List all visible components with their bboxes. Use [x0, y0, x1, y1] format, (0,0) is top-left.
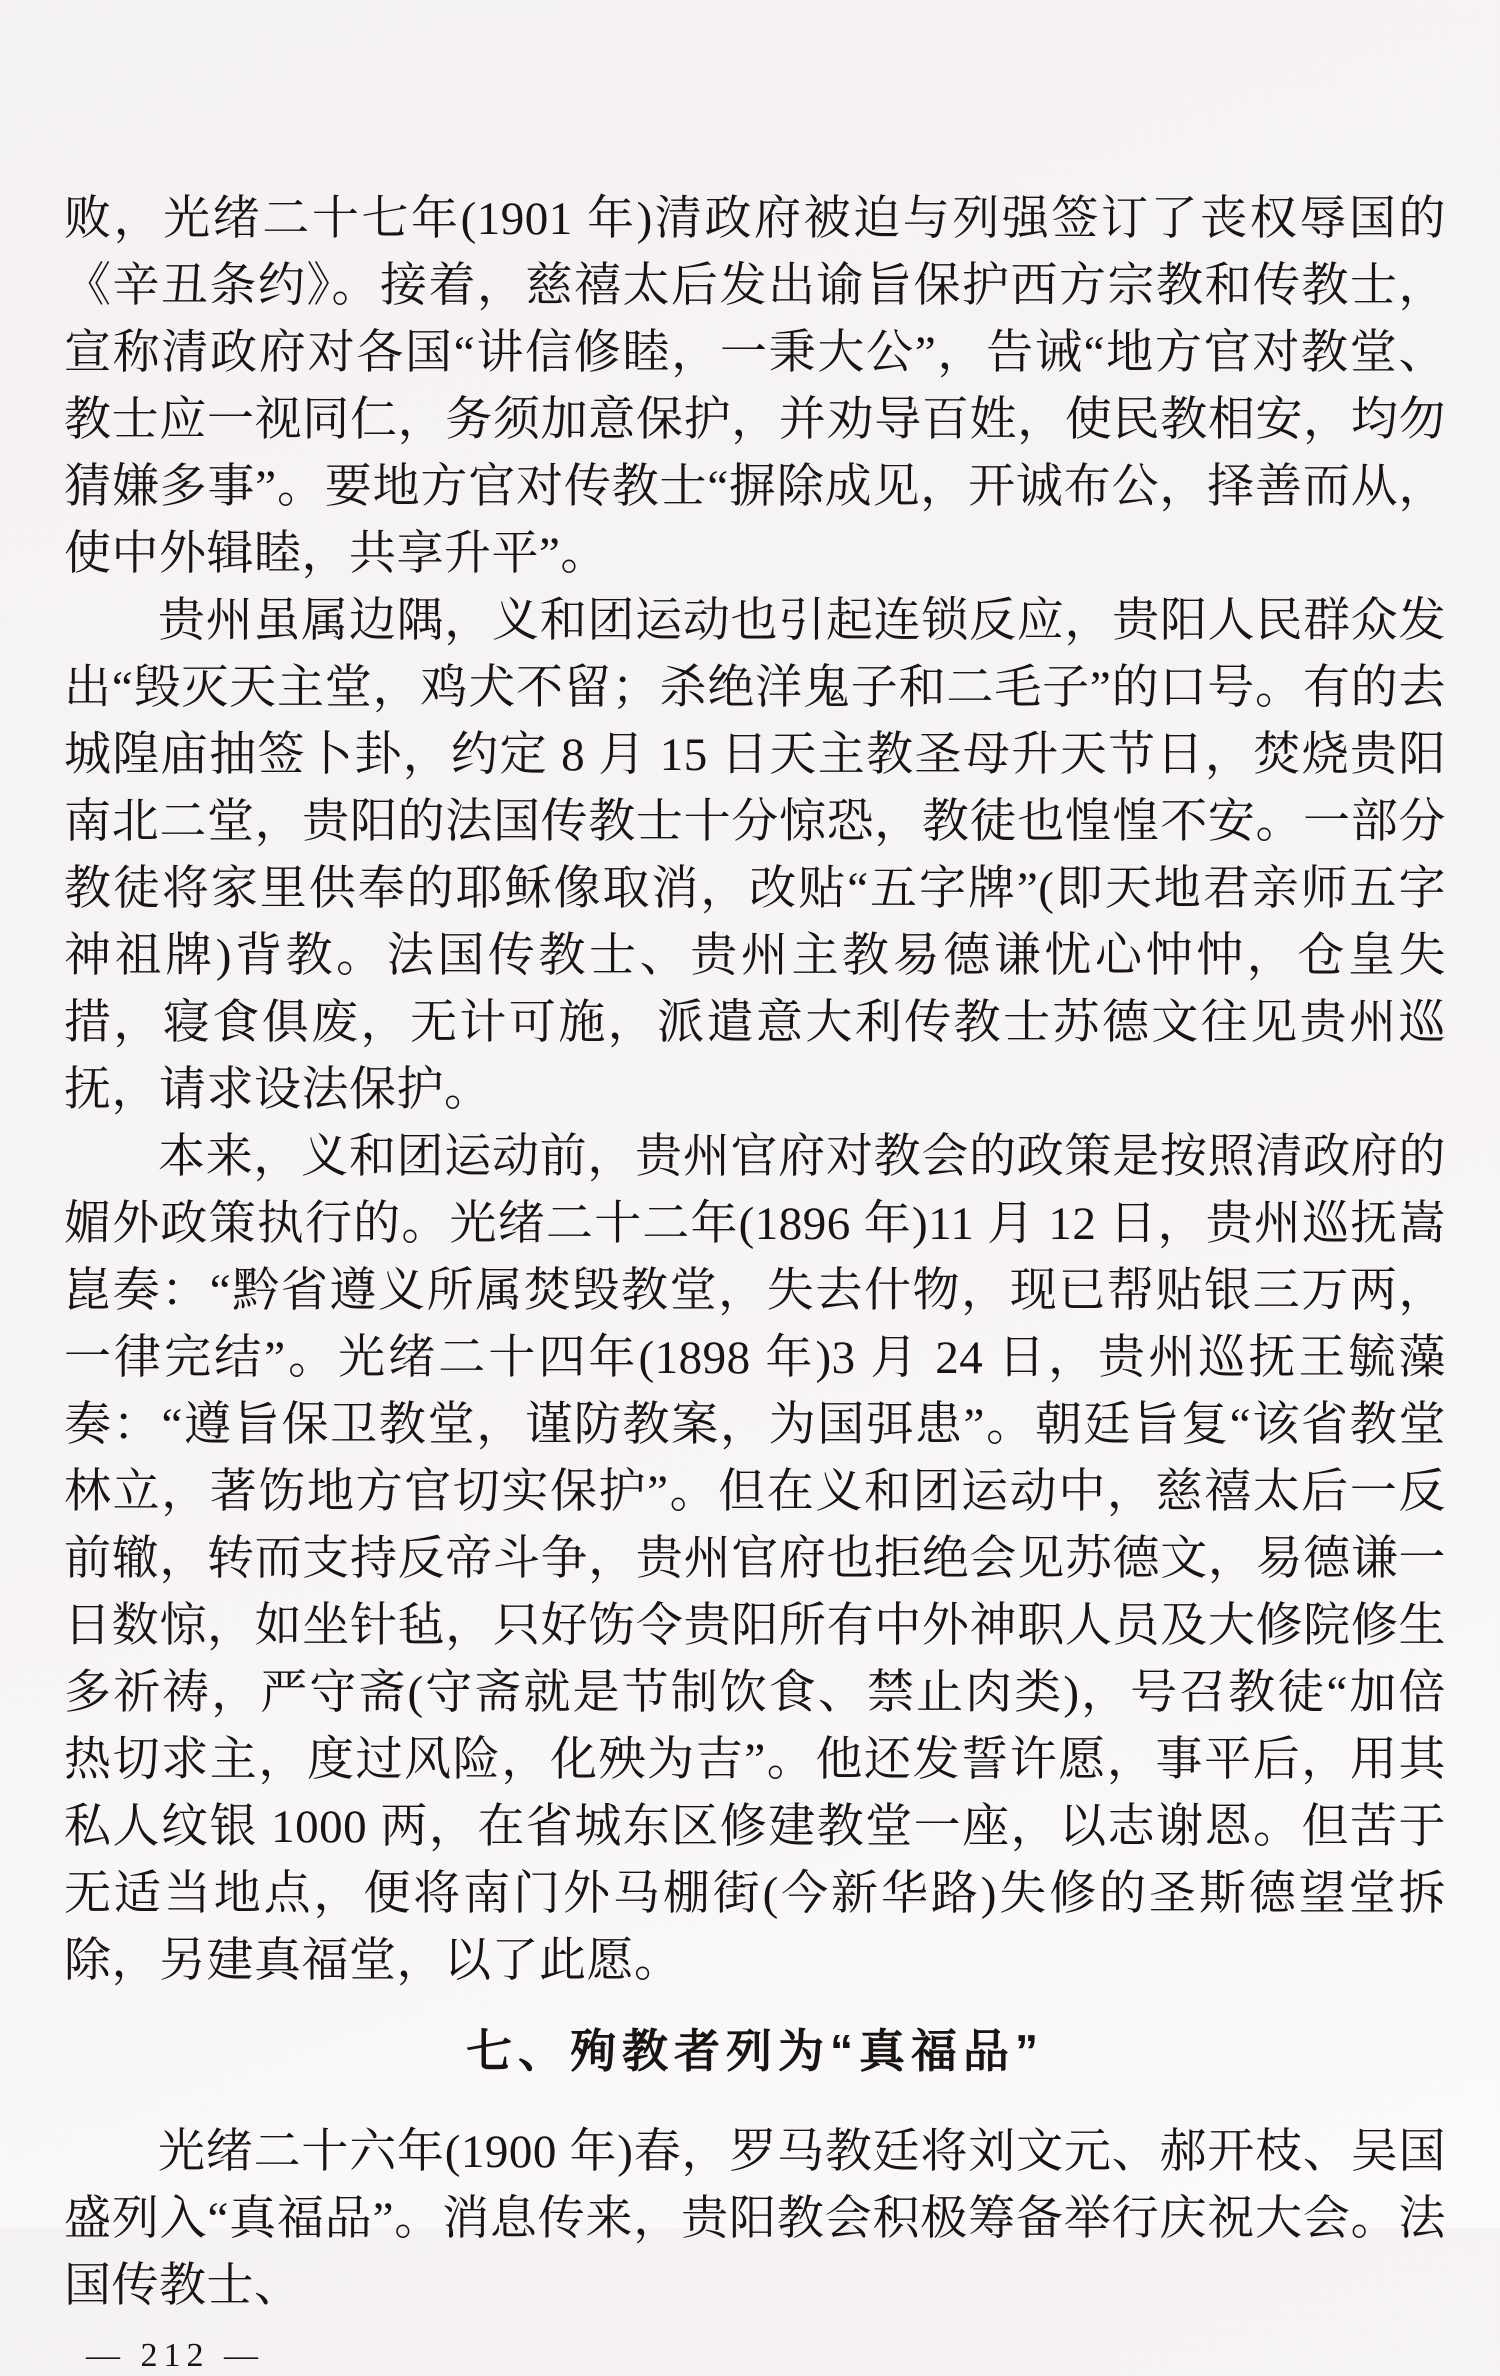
- body-paragraph: 光绪二十六年(1900 年)春，罗马教廷将刘文元、郝开枝、吴国盛列入“真福品”。消息传来，贵阳教会积极筹备举行庆祝大会。法国传教士、: [64, 2126, 1446, 2312]
- text-column: [64, 186, 1446, 2376]
- body-paragraph: 本来，义和团运动前，贵州官府对教会的政策是按照清政府的媚外政策执行的。光绪二十二年(1896 年)11 月 12 日，贵州巡抚嵩崑奏：“黔省遵义所属焚毁教堂，失去什物，现已帮贴银三万两，一律完结”。光绪二十四年(1898 年)3 月 24 日，贵州巡抚王毓藻奏：“遵旨保卫教堂，谨防教案，为国弭患”。朝廷旨复“该省教堂林立，著饬地方官切实保护”。但在义和团运动中，慈禧太后一反前辙，转而支持反帝斗争，贵州官府也拒绝会见苏德文，易德谦一日数惊，如坐针毡，只好饬令贵阳所有中外神职人员及大修院修生多祈祷，严守斋(守斋就是节制饮食、禁止肉类)，号召教徒“加倍热切求主，度过风险，化殃为吉”。他还发誓许愿，事平后，用其私人纹银 1000 两，在省城东区修建教堂一座，以志谢恩。但苦于无适当地点，便将南门外马棚街(今新华路)失修的圣斯德望堂拆除，另建真福堂，以了此愿。: [64, 1131, 1446, 1987]
- body-paragraph: 贵州虽属边隅，义和团运动也引起连锁反应，贵阳人民群众发出“毁灭天主堂，鸡犬不留；杀绝洋鬼子和二毛子”的口号。有的去城隍庙抽签卜卦，约定 8 月 15 日天主教圣母升天节日，焚烧贵阳南北二堂，贵阳的法国传教士十分惊恐，教徒也惶惶不安。一部分教徒将家里供奉的耶稣像取消，改贴“五字牌”(即天地君亲师五字神祖牌)背教。法国传教士、贵州主教易德谦忧心忡忡，仓皇失措，寝食俱废，无计可施，派遣意大利传教士苏德文往见贵州巡抚，请求设法保护。: [64, 595, 1446, 1116]
- page-number: — 212 —: [86, 2337, 264, 2374]
- section-heading: 七、殉教者列为“真福品”: [466, 2025, 1044, 2077]
- body-paragraph: 败，光绪二十七年(1901 年)清政府被迫与列强签订了丧权辱国的《辛丑条约》。接着，慈禧太后发出谕旨保护西方宗教和传教士，宣称清政府对各国“讲信修睦，一秉大公”，告诫“地方官对教堂、教士应一视同仁，务须加意保护，并劝导百姓，使民教相安，均勿猜嫌多事”。要地方官对传教士“摒除成见，开诚布公，择善而从，使中外辑睦，共享升平”。: [64, 193, 1446, 580]
